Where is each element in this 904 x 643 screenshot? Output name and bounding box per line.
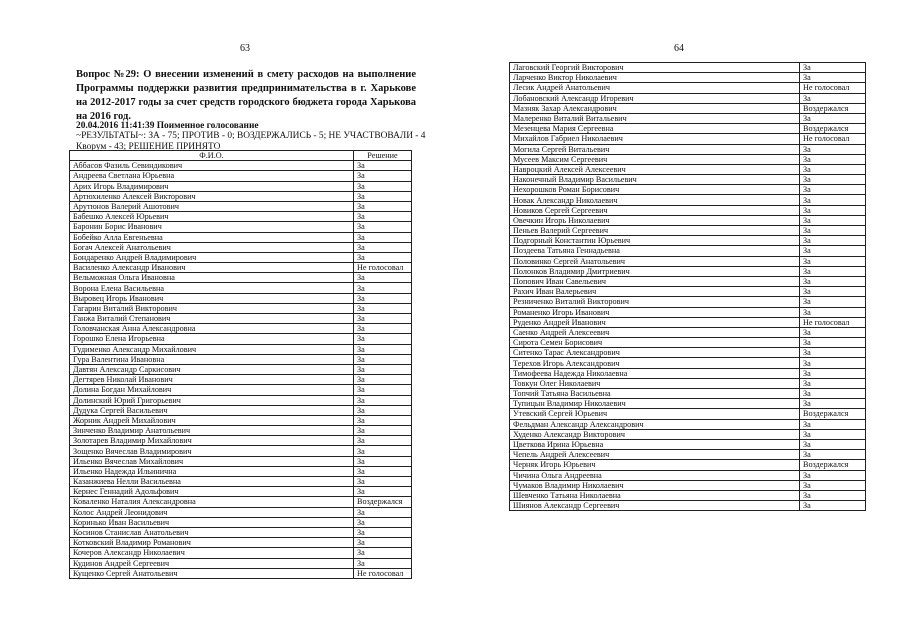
table-row <box>510 205 866 215</box>
table-row <box>510 429 866 439</box>
vote-decision: За <box>354 344 412 354</box>
table-row <box>70 558 412 568</box>
deputy-name: Тупицын Владимир Николаевич <box>510 399 800 409</box>
table-row <box>510 490 866 500</box>
deputy-name: Подгорный Константин Юрьевич <box>510 236 800 246</box>
table-row <box>70 324 412 334</box>
vote-decision: За <box>800 276 866 286</box>
deputy-name: Саенко Андрей Алексеевич <box>510 327 800 337</box>
vote-decision: За <box>354 212 412 222</box>
table-row <box>510 185 866 195</box>
table-row <box>510 226 866 236</box>
deputy-name: Лаговский Георгий Викторович <box>510 63 800 73</box>
deputy-name: Топчий Татьяна Васильевна <box>510 389 800 399</box>
deputy-name: Кочеров Александр Николаевич <box>70 548 354 558</box>
vote-decision: За <box>354 385 412 395</box>
vote-decision: За <box>800 327 866 337</box>
table-row <box>510 246 866 256</box>
deputy-name: Ганжа Виталий Степанович <box>70 314 354 324</box>
deputy-name: Кудинов Андрей Сергеевич <box>70 558 354 568</box>
table-row <box>70 395 412 405</box>
deputy-name: Ильенко Вячеслав Михайлович <box>70 456 354 466</box>
deputy-name: Арих Игорь Владимирович <box>70 181 354 191</box>
deputy-name: Давтян Александр Саркисович <box>70 364 354 374</box>
vote-decision: За <box>354 324 412 334</box>
deputy-name: Долинский Юрий Григорьевич <box>70 395 354 405</box>
vote-decision: За <box>800 164 866 174</box>
vote-decision: За <box>800 490 866 500</box>
vote-decision: Не голосовал <box>354 263 412 273</box>
vote-decision: За <box>354 405 412 415</box>
table-row <box>70 446 412 456</box>
table-row <box>70 568 412 578</box>
table-row <box>70 405 412 415</box>
vote-decision: За <box>354 171 412 181</box>
deputy-name: Вельможная Ольга Ивановна <box>70 273 354 283</box>
deputy-name: Товкун Олег Николаевич <box>510 378 800 388</box>
deputy-name: Ситенко Тарас Александрович <box>510 348 800 358</box>
deputy-name: Поздеева Татьяна Геннадьевна <box>510 246 800 256</box>
vote-decision: За <box>800 348 866 358</box>
deputy-name: Новак Александр Николаевич <box>510 195 800 205</box>
vote-decision: За <box>354 527 412 537</box>
vote-decision: За <box>354 273 412 283</box>
deputy-name: Рахич Иван Валерьевич <box>510 287 800 297</box>
vote-decision: За <box>800 236 866 246</box>
table-row <box>510 378 866 388</box>
table-row <box>70 181 412 191</box>
deputy-name: Половинко Сергей Анатольевич <box>510 256 800 266</box>
table-row <box>510 113 866 123</box>
vote-decision: За <box>800 419 866 429</box>
vote-decision: За <box>354 283 412 293</box>
vote-decision: Не голосовал <box>800 134 866 144</box>
table-row <box>70 415 412 425</box>
table-row <box>510 276 866 286</box>
deputy-name: Цветкова Ирина Юрьевна <box>510 439 800 449</box>
deputy-name: Лесик Андрей Анатольевич <box>510 83 800 93</box>
deputy-name: Резниченко Виталий Викторович <box>510 297 800 307</box>
deputy-name: Лобановский Александр Игоревич <box>510 93 800 103</box>
deputy-name: Баронин Борис Иванович <box>70 222 354 232</box>
table-row <box>70 314 412 324</box>
deputy-name: Мазняк Захар Александрович <box>510 103 800 113</box>
vote-decision: За <box>354 201 412 211</box>
table-row <box>510 256 866 266</box>
deputy-name: Новиков Сергей Сергеевич <box>510 205 800 215</box>
table-row <box>70 222 412 232</box>
vote-decision: За <box>354 548 412 558</box>
table-row <box>70 487 412 497</box>
deputy-name: Кернес Геннадий Адольфович <box>70 487 354 497</box>
table-row <box>70 354 412 364</box>
deputy-name: Колос Андрей Леонидович <box>70 507 354 517</box>
deputy-name: Дудука Сергей Васильевич <box>70 405 354 415</box>
page-number: 63 <box>240 43 250 54</box>
deputy-name: Утевский Сергей Юрьевич <box>510 409 800 419</box>
deputy-name: Жорник Андрей Михайлович <box>70 415 354 425</box>
vote-decision: За <box>800 215 866 225</box>
table-row <box>70 517 412 527</box>
deputy-name: Горошко Елена Игорьевна <box>70 334 354 344</box>
vote-table <box>509 62 866 511</box>
deputy-name: Золотарев Владимир Михайлович <box>70 436 354 446</box>
table-row <box>510 195 866 205</box>
vote-decision: За <box>800 378 866 388</box>
deputy-name: Гура Валентина Ивановна <box>70 354 354 364</box>
table-row <box>70 293 412 303</box>
vote-table <box>69 150 412 579</box>
table-row <box>70 548 412 558</box>
vote-decision: За <box>354 222 412 232</box>
deputy-name: Ильенко Надежда Ильинична <box>70 466 354 476</box>
vote-decision: За <box>800 154 866 164</box>
table-row <box>70 375 412 385</box>
vote-decision: За <box>800 399 866 409</box>
deputy-name: Аббасов Фазиль Севиндикович <box>70 161 354 171</box>
vote-decision: Воздержался <box>800 409 866 419</box>
table-row <box>70 161 412 171</box>
vote-decision: За <box>354 517 412 527</box>
table-row <box>70 456 412 466</box>
table-row <box>510 338 866 348</box>
table-row <box>70 242 412 252</box>
vote-decision: За <box>354 181 412 191</box>
deputy-name: Полонков Владимир Дмитриевич <box>510 266 800 276</box>
table-row <box>70 252 412 262</box>
table-row <box>70 426 412 436</box>
deputy-name: Чепель Андрей Алексеевич <box>510 450 800 460</box>
table-row <box>70 477 412 487</box>
deputy-name: Могила Сергей Витальевич <box>510 144 800 154</box>
deputy-name: Навроцкий Алексей Алексеевич <box>510 164 800 174</box>
vote-decision: За <box>800 144 866 154</box>
vote-decision: За <box>354 395 412 405</box>
table-row <box>510 134 866 144</box>
table-row <box>70 364 412 374</box>
deputy-name: Гудименко Александр Михайлович <box>70 344 354 354</box>
vote-decision: За <box>354 446 412 456</box>
deputy-name: Выровец Игорь Иванович <box>70 293 354 303</box>
vote-decision: За <box>800 256 866 266</box>
vote-decision: За <box>354 242 412 252</box>
deputy-name: Бобейко Алла Евгеньевна <box>70 232 354 242</box>
vote-decision: За <box>800 450 866 460</box>
vote-decision: За <box>800 287 866 297</box>
table-row <box>510 103 866 113</box>
table-row <box>510 63 866 73</box>
deputy-name: Чумаков Владимир Николаевич <box>510 480 800 490</box>
vote-decision: За <box>800 358 866 368</box>
deputy-name: Головчанская Анна Александровна <box>70 324 354 334</box>
deputy-name: Коринько Иван Васильевич <box>70 517 354 527</box>
vote-decision: За <box>354 252 412 262</box>
table-row <box>510 399 866 409</box>
table-row <box>510 368 866 378</box>
deputy-name: Чичина Ольга Андреевна <box>510 470 800 480</box>
table-row <box>70 201 412 211</box>
vote-decision: За <box>800 480 866 490</box>
vote-decision: За <box>354 293 412 303</box>
deputy-name: Косинов Станислав Анатольевич <box>70 527 354 537</box>
column-header-decision: Решение <box>354 151 412 161</box>
table-row <box>70 497 412 507</box>
vote-decision: За <box>800 470 866 480</box>
table-row <box>510 297 866 307</box>
deputy-name: Котковский Владимир Романович <box>70 538 354 548</box>
vote-decision: За <box>800 246 866 256</box>
vote-decision: За <box>354 436 412 446</box>
table-row <box>510 409 866 419</box>
vote-decision: За <box>354 507 412 517</box>
page-number: 64 <box>674 43 684 54</box>
table-row <box>70 191 412 201</box>
vote-decision: За <box>354 538 412 548</box>
vote-decision: За <box>800 175 866 185</box>
deputy-name: Василенко Александр Иванович <box>70 263 354 273</box>
table-header-row <box>70 151 412 161</box>
deputy-name: Мусеев Максим Сергеевич <box>510 154 800 164</box>
table-row <box>510 215 866 225</box>
vote-decision: За <box>800 185 866 195</box>
table-row <box>70 283 412 293</box>
table-row <box>510 480 866 490</box>
vote-decision: За <box>354 303 412 313</box>
table-row <box>70 436 412 446</box>
deputy-name: Гагарин Виталий Викторович <box>70 303 354 313</box>
table-row <box>510 470 866 480</box>
deputy-name: Романенко Игорь Иванович <box>510 307 800 317</box>
deputy-name: Овечкин Игорь Николаевич <box>510 215 800 225</box>
deputy-name: Шиянов Александр Сергеевич <box>510 501 800 511</box>
deputy-name: Худенко Александр Викторович <box>510 429 800 439</box>
vote-decision: За <box>354 426 412 436</box>
table-row <box>510 358 866 368</box>
table-row <box>70 212 412 222</box>
deputy-name: Наконечный Владимир Васильевич <box>510 175 800 185</box>
right-page <box>452 0 904 643</box>
vote-decision: За <box>800 368 866 378</box>
vote-decision: За <box>800 266 866 276</box>
vote-decision: За <box>354 487 412 497</box>
vote-decision: За <box>354 375 412 385</box>
table-row <box>510 389 866 399</box>
vote-decision: За <box>800 429 866 439</box>
deputy-name: Пеньев Валерий Сергеевич <box>510 226 800 236</box>
table-row <box>510 419 866 429</box>
vote-decision: За <box>800 297 866 307</box>
table-row <box>510 93 866 103</box>
deputy-name: Нехорошков Роман Борисович <box>510 185 800 195</box>
table-row <box>510 460 866 470</box>
table-row <box>510 266 866 276</box>
deputy-name: Андреева Светлана Юрьевна <box>70 171 354 181</box>
table-row <box>70 171 412 181</box>
column-header-name: Ф.И.О. <box>70 151 354 161</box>
vote-decision: За <box>354 354 412 364</box>
vote-quorum: Кворум - 43; РЕШЕНИЕ ПРИНЯТО <box>76 142 221 152</box>
vote-decision: За <box>800 226 866 236</box>
vote-decision: Не голосовал <box>800 83 866 93</box>
vote-decision: Воздержался <box>800 460 866 470</box>
vote-decision: За <box>354 558 412 568</box>
deputy-name: Коваленко Наталия Александровна <box>70 497 354 507</box>
deputy-name: Зинченко Владимир Анатольевич <box>70 426 354 436</box>
vote-decision: За <box>800 73 866 83</box>
vote-decision: За <box>800 195 866 205</box>
table-row <box>510 124 866 134</box>
table-row <box>510 450 866 460</box>
deputy-name: Терехов Игорь Александрович <box>510 358 800 368</box>
deputy-name: Руденко Андрей Иванович <box>510 317 800 327</box>
table-row <box>510 317 866 327</box>
vote-decision: За <box>354 334 412 344</box>
vote-decision: Не голосовал <box>354 568 412 578</box>
table-row <box>510 175 866 185</box>
deputy-name: Мезенцева Мария Сергеевна <box>510 124 800 134</box>
table-row <box>510 83 866 93</box>
table-row <box>70 334 412 344</box>
vote-decision: Воздержался <box>800 124 866 134</box>
table-row <box>510 439 866 449</box>
vote-decision: За <box>800 307 866 317</box>
table-row <box>70 527 412 537</box>
deputy-name: Кущенко Сергей Анатольевич <box>70 568 354 578</box>
deputy-name: Малеренко Виталий Витальевич <box>510 113 800 123</box>
deputy-name: Казанжиева Нелли Васильевна <box>70 477 354 487</box>
table-row <box>510 327 866 337</box>
deputy-name: Ворона Елена Васильевна <box>70 283 354 293</box>
vote-datetime: 20.04.2016 11:41:39 Поименное голосование <box>76 121 259 131</box>
vote-decision: Воздержался <box>800 103 866 113</box>
deputy-name: Тимофеева Надежда Николаевна <box>510 368 800 378</box>
table-row <box>70 263 412 273</box>
table-row <box>70 538 412 548</box>
deputy-name: Черняк Игорь Юрьевич <box>510 460 800 470</box>
table-row <box>510 154 866 164</box>
vote-decision: За <box>354 477 412 487</box>
deputy-name: Богач Алексей Анатольевич <box>70 242 354 252</box>
vote-decision: За <box>354 415 412 425</box>
vote-decision: За <box>354 456 412 466</box>
vote-decision: За <box>800 338 866 348</box>
vote-decision: За <box>800 389 866 399</box>
table-row <box>70 385 412 395</box>
table-row <box>510 501 866 511</box>
vote-decision: За <box>800 63 866 73</box>
vote-decision: За <box>354 466 412 476</box>
vote-decision: За <box>800 113 866 123</box>
deputy-name: Дегтярев Николай Иванович <box>70 375 354 385</box>
deputy-name: Ларченко Виктор Николаевич <box>510 73 800 83</box>
vote-decision: За <box>354 161 412 171</box>
deputy-name: Сирота Семен Борисович <box>510 338 800 348</box>
vote-decision: За <box>354 232 412 242</box>
vote-decision: За <box>800 205 866 215</box>
table-row <box>510 287 866 297</box>
vote-decision: За <box>800 501 866 511</box>
vote-decision: Воздержался <box>354 497 412 507</box>
deputy-name: Артюхиленко Алексей Викторович <box>70 191 354 201</box>
table-row <box>510 73 866 83</box>
deputy-name: Шевченко Татьяна Николаевна <box>510 490 800 500</box>
table-row <box>70 303 412 313</box>
vote-decision: За <box>800 93 866 103</box>
table-row <box>510 307 866 317</box>
vote-decision: Не голосовал <box>800 317 866 327</box>
deputy-name: Бабешко Алексей Юрьевич <box>70 212 354 222</box>
table-row <box>70 507 412 517</box>
table-row <box>70 344 412 354</box>
table-row <box>510 348 866 358</box>
table-row <box>510 236 866 246</box>
vote-decision: За <box>800 439 866 449</box>
table-row <box>510 144 866 154</box>
deputy-name: Попович Иван Савельевич <box>510 276 800 286</box>
vote-decision: За <box>354 314 412 324</box>
vote-decision: За <box>354 191 412 201</box>
deputy-name: Бондаренко Андрей Владимирович <box>70 252 354 262</box>
deputy-name: Зощенко Вячеслав Владимирович <box>70 446 354 456</box>
table-row <box>70 273 412 283</box>
table-row <box>510 164 866 174</box>
deputy-name: Долина Богдан Михайлович <box>70 385 354 395</box>
question-title: Вопрос №29: О внесении изменений в смету расходов на выполнение Программы поддержки развития предпринимательства в г. Харькове на 2012-2017 годы за счет средств городского бюджета города Харькова на 2016 год. <box>76 69 416 122</box>
deputy-name: Михайлов Габриел Николаевич <box>510 134 800 144</box>
deputy-name: Фельдман Александр Александрович <box>510 419 800 429</box>
table-row <box>70 466 412 476</box>
table-row <box>70 232 412 242</box>
vote-results: ~РЕЗУЛЬТАТЫ~: ЗА - 75; ПРОТИВ - 0; ВОЗДЕРЖАЛИСЬ - 5; НЕ УЧАСТВОВАЛИ - 4 <box>76 131 426 141</box>
vote-decision: За <box>354 364 412 374</box>
deputy-name: Арутюнов Валерий Ашотович <box>70 201 354 211</box>
